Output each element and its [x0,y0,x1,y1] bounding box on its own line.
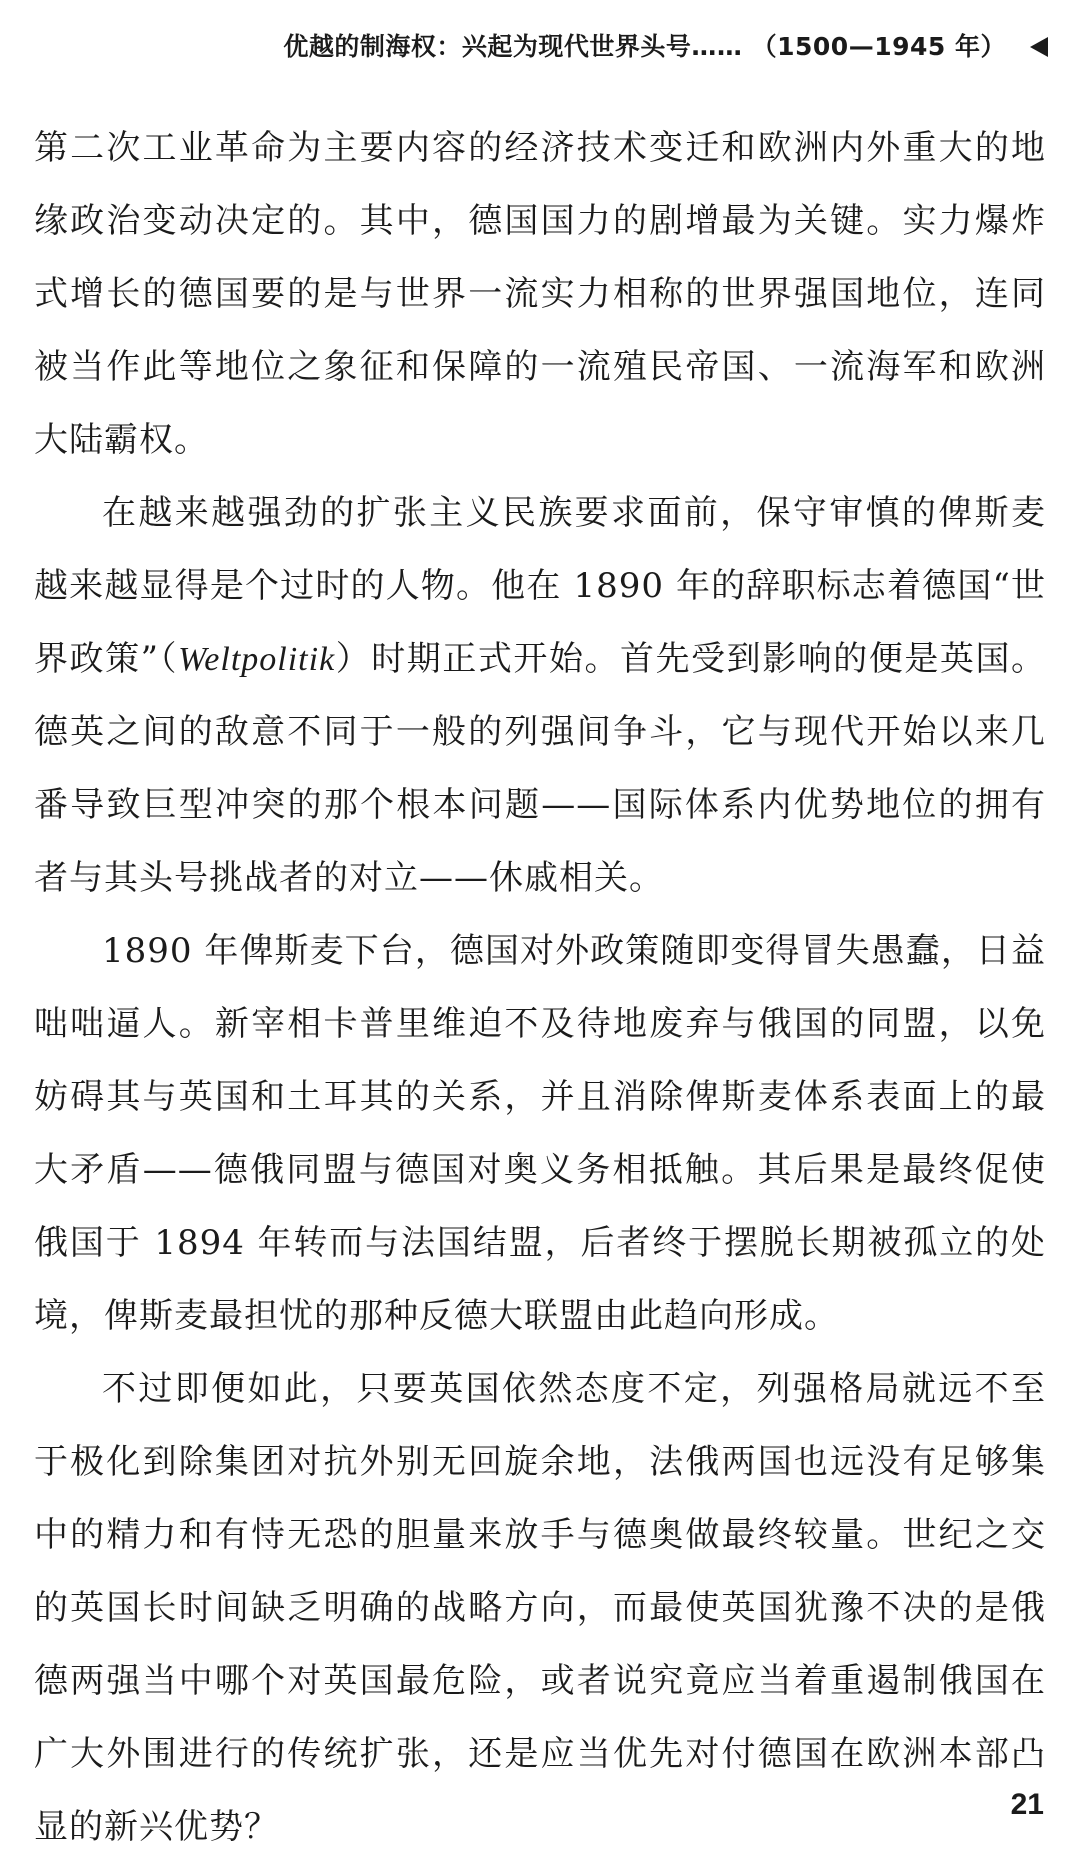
paragraph-2 [34,477,1046,915]
body-text [34,112,1046,1862]
paragraph-3: 1890 年俾斯麦下台，德国对外政策随即变得冒失愚蠢，日益咄咄逼人。新宰相卡普里维迫不及待地废弃与俄国的同盟，以免妨碍其与英国和土耳其的关系，并且消除俾斯麦体系表面上的最大矛盾——德俄同盟与德国对奥义务相抵触。其后果是最终促使俄国于 1894 年转而与法国结盟，后者终于摆脱长期被孤立的处境，俾斯麦最担忧的那种反德大联盟由此趋向形成。 [34,931,1047,1336]
page-number: 21 [1010,1788,1044,1821]
running-title: 优越的制海权：兴起为现代世界头号…… （1500—1945 年） [283,32,1006,61]
running-header [283,30,1048,64]
paragraph-2-text-b: ）时期正式开始。首先受到影响的便是英国。德英之间的敌意不同于一般的列强间争斗，它与现代开始以来几番导致巨型冲突的那个根本问题——国际体系内优势地位的拥有者与其头号挑战者的对立——休戚相关。 [34,639,1046,898]
paragraph-1: 第二次工业革命为主要内容的经济技术变迁和欧洲内外重大的地缘政治变动决定的。其中，德国国力的剧增最为关键。实力爆炸式增长的德国要的是与世界一流实力相称的世界强国地位，连同被当作此等地位之象征和保障的一流殖民帝国、一流海军和欧洲大陆霸权。 [34,128,1046,460]
italic-term: Weltpolitik [178,641,336,678]
paragraph-2-text-a: 在越来越强劲的扩张主义民族要求面前，保守审慎的俾斯麦越来越显得是个过时的人物。他在 1890 年的辞职标志着德国“世界政策”（ [34,493,1046,679]
left-triangle-icon [1030,37,1048,57]
paragraph-4: 不过即便如此，只要英国依然态度不定，列强格局就远不至于极化到除集团对抗外别无回旋余地，法俄两国也远没有足够集中的精力和有恃无恐的胆量来放手与德奥做最终较量。世纪之交的英国长时间缺乏明确的战略方向，而最使英国犹豫不决的是俄德两强当中哪个对英国最危险，或者说究竟应当着重遏制俄国在广大外围进行的传统扩张，还是应当优先对付德国在欧洲本部凸显的新兴优势？ [34,1369,1046,1847]
